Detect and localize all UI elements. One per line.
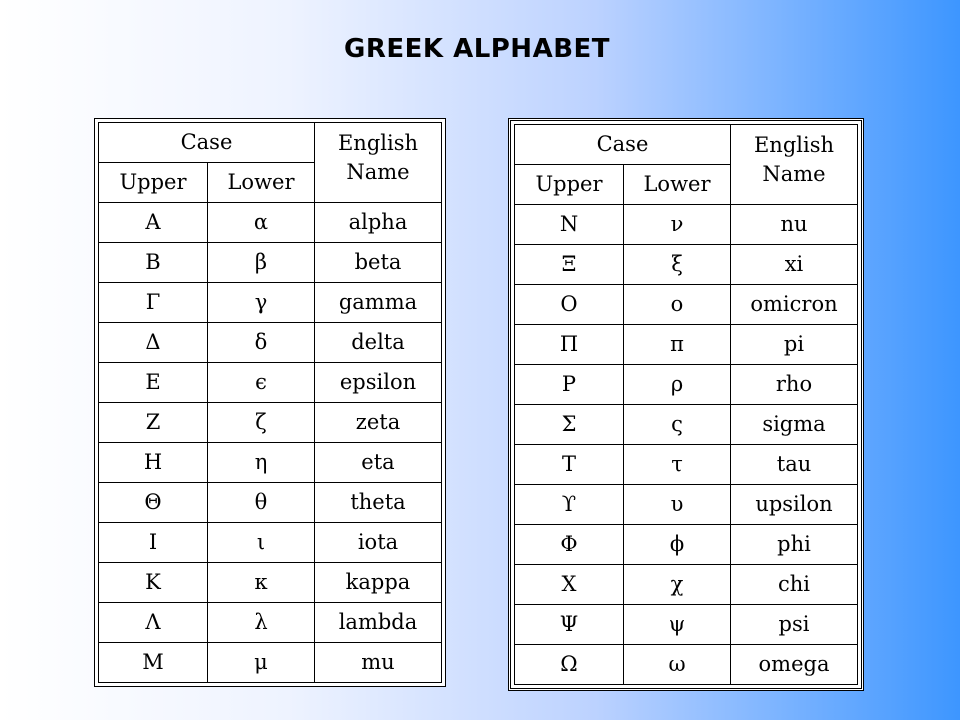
table-row — [515, 525, 858, 565]
table-row — [99, 563, 442, 603]
english-name-header-line2: Name — [346, 160, 410, 184]
english-name: eta — [315, 443, 442, 483]
uppercase-letter: Ρ — [515, 365, 624, 405]
table-row — [99, 363, 442, 403]
lowercase-letter: τ — [624, 445, 731, 485]
english-name: zeta — [315, 403, 442, 443]
table-row — [515, 245, 858, 285]
uppercase-letter: Ε — [99, 363, 208, 403]
table-row — [515, 205, 858, 245]
english-name: sigma — [731, 405, 858, 445]
uppercase-letter: Η — [99, 443, 208, 483]
uppercase-letter: ϒ — [515, 485, 624, 525]
english-name: nu — [731, 205, 858, 245]
case-header: Case — [515, 125, 731, 165]
lower-header: Lower — [624, 165, 731, 205]
english-name: lambda — [315, 603, 442, 643]
english-name: kappa — [315, 563, 442, 603]
lowercase-letter: ν — [624, 205, 731, 245]
table-row — [515, 605, 858, 645]
lowercase-letter: λ — [208, 603, 315, 643]
page-title: GREEK ALPHABET — [343, 34, 611, 64]
table-row — [99, 323, 442, 363]
english-name: pi — [731, 325, 858, 365]
english-name: omega — [731, 645, 858, 685]
lowercase-letter: π — [624, 325, 731, 365]
table-row — [99, 483, 442, 523]
lowercase-letter: ο — [624, 285, 731, 325]
table-row — [99, 203, 442, 243]
uppercase-letter: Σ — [515, 405, 624, 445]
table-row — [515, 565, 858, 605]
uppercase-letter: Ψ — [515, 605, 624, 645]
lowercase-letter: γ — [208, 283, 315, 323]
uppercase-letter: Χ — [515, 565, 624, 605]
uppercase-letter: Λ — [99, 603, 208, 643]
lowercase-letter: μ — [208, 643, 315, 683]
english-name-header — [731, 125, 858, 205]
uppercase-letter: Γ — [99, 283, 208, 323]
english-name: epsilon — [315, 363, 442, 403]
lower-header: Lower — [208, 163, 315, 203]
english-name-header-line1: English — [337, 131, 419, 155]
lowercase-letter: α — [208, 203, 315, 243]
uppercase-letter: Ι — [99, 523, 208, 563]
table-row — [99, 643, 442, 683]
english-name: rho — [731, 365, 858, 405]
english-name: gamma — [315, 283, 442, 323]
uppercase-letter: Ο — [515, 285, 624, 325]
table-row — [99, 283, 442, 323]
lowercase-letter: δ — [208, 323, 315, 363]
english-name: chi — [731, 565, 858, 605]
lowercase-letter: υ — [624, 485, 731, 525]
greek-table-right — [508, 118, 864, 691]
uppercase-letter: Φ — [515, 525, 624, 565]
english-name: beta — [315, 243, 442, 283]
table-row — [515, 365, 858, 405]
upper-header: Upper — [515, 165, 624, 205]
uppercase-letter: Π — [515, 325, 624, 365]
lowercase-letter: η — [208, 443, 315, 483]
english-name: xi — [731, 245, 858, 285]
english-name: delta — [315, 323, 442, 363]
english-name-header-line2: Name — [762, 162, 826, 186]
uppercase-letter: Τ — [515, 445, 624, 485]
english-name: tau — [731, 445, 858, 485]
lowercase-letter: ζ — [208, 403, 315, 443]
uppercase-letter: Α — [99, 203, 208, 243]
table-row — [515, 485, 858, 525]
lowercase-letter: ρ — [624, 365, 731, 405]
table-row — [515, 285, 858, 325]
uppercase-letter: Ν — [515, 205, 624, 245]
lowercase-letter: ϕ — [624, 525, 731, 565]
english-name: iota — [315, 523, 442, 563]
english-name: alpha — [315, 203, 442, 243]
uppercase-letter: Θ — [99, 483, 208, 523]
greek-table-left — [94, 118, 446, 687]
uppercase-letter: Ω — [515, 645, 624, 685]
uppercase-letter: Δ — [99, 323, 208, 363]
uppercase-letter: Ζ — [99, 403, 208, 443]
english-name: mu — [315, 643, 442, 683]
table-row — [99, 603, 442, 643]
english-name-header — [315, 123, 442, 203]
table-row — [99, 403, 442, 443]
upper-header: Upper — [99, 163, 208, 203]
lowercase-letter: θ — [208, 483, 315, 523]
lowercase-letter: κ — [208, 563, 315, 603]
lowercase-letter: χ — [624, 565, 731, 605]
table-row — [515, 445, 858, 485]
lowercase-letter: ι — [208, 523, 315, 563]
english-name: psi — [731, 605, 858, 645]
alphabet-table — [514, 124, 858, 685]
english-name: upsilon — [731, 485, 858, 525]
lowercase-letter: ξ — [624, 245, 731, 285]
uppercase-letter: Ξ — [515, 245, 624, 285]
table-row — [515, 645, 858, 685]
table-row — [99, 443, 442, 483]
table-row — [99, 243, 442, 283]
alphabet-table — [98, 122, 442, 683]
lowercase-letter: ω — [624, 645, 731, 685]
table-row — [515, 405, 858, 445]
uppercase-letter: Μ — [99, 643, 208, 683]
english-name: theta — [315, 483, 442, 523]
uppercase-letter: Β — [99, 243, 208, 283]
case-header: Case — [99, 123, 315, 163]
lowercase-letter: ς — [624, 405, 731, 445]
lowercase-letter: ψ — [624, 605, 731, 645]
table-row — [99, 523, 442, 563]
lowercase-letter: β — [208, 243, 315, 283]
english-name: omicron — [731, 285, 858, 325]
english-name: phi — [731, 525, 858, 565]
lowercase-letter: ϵ — [208, 363, 315, 403]
table-row — [515, 325, 858, 365]
uppercase-letter: Κ — [99, 563, 208, 603]
english-name-header-line1: English — [753, 133, 835, 157]
